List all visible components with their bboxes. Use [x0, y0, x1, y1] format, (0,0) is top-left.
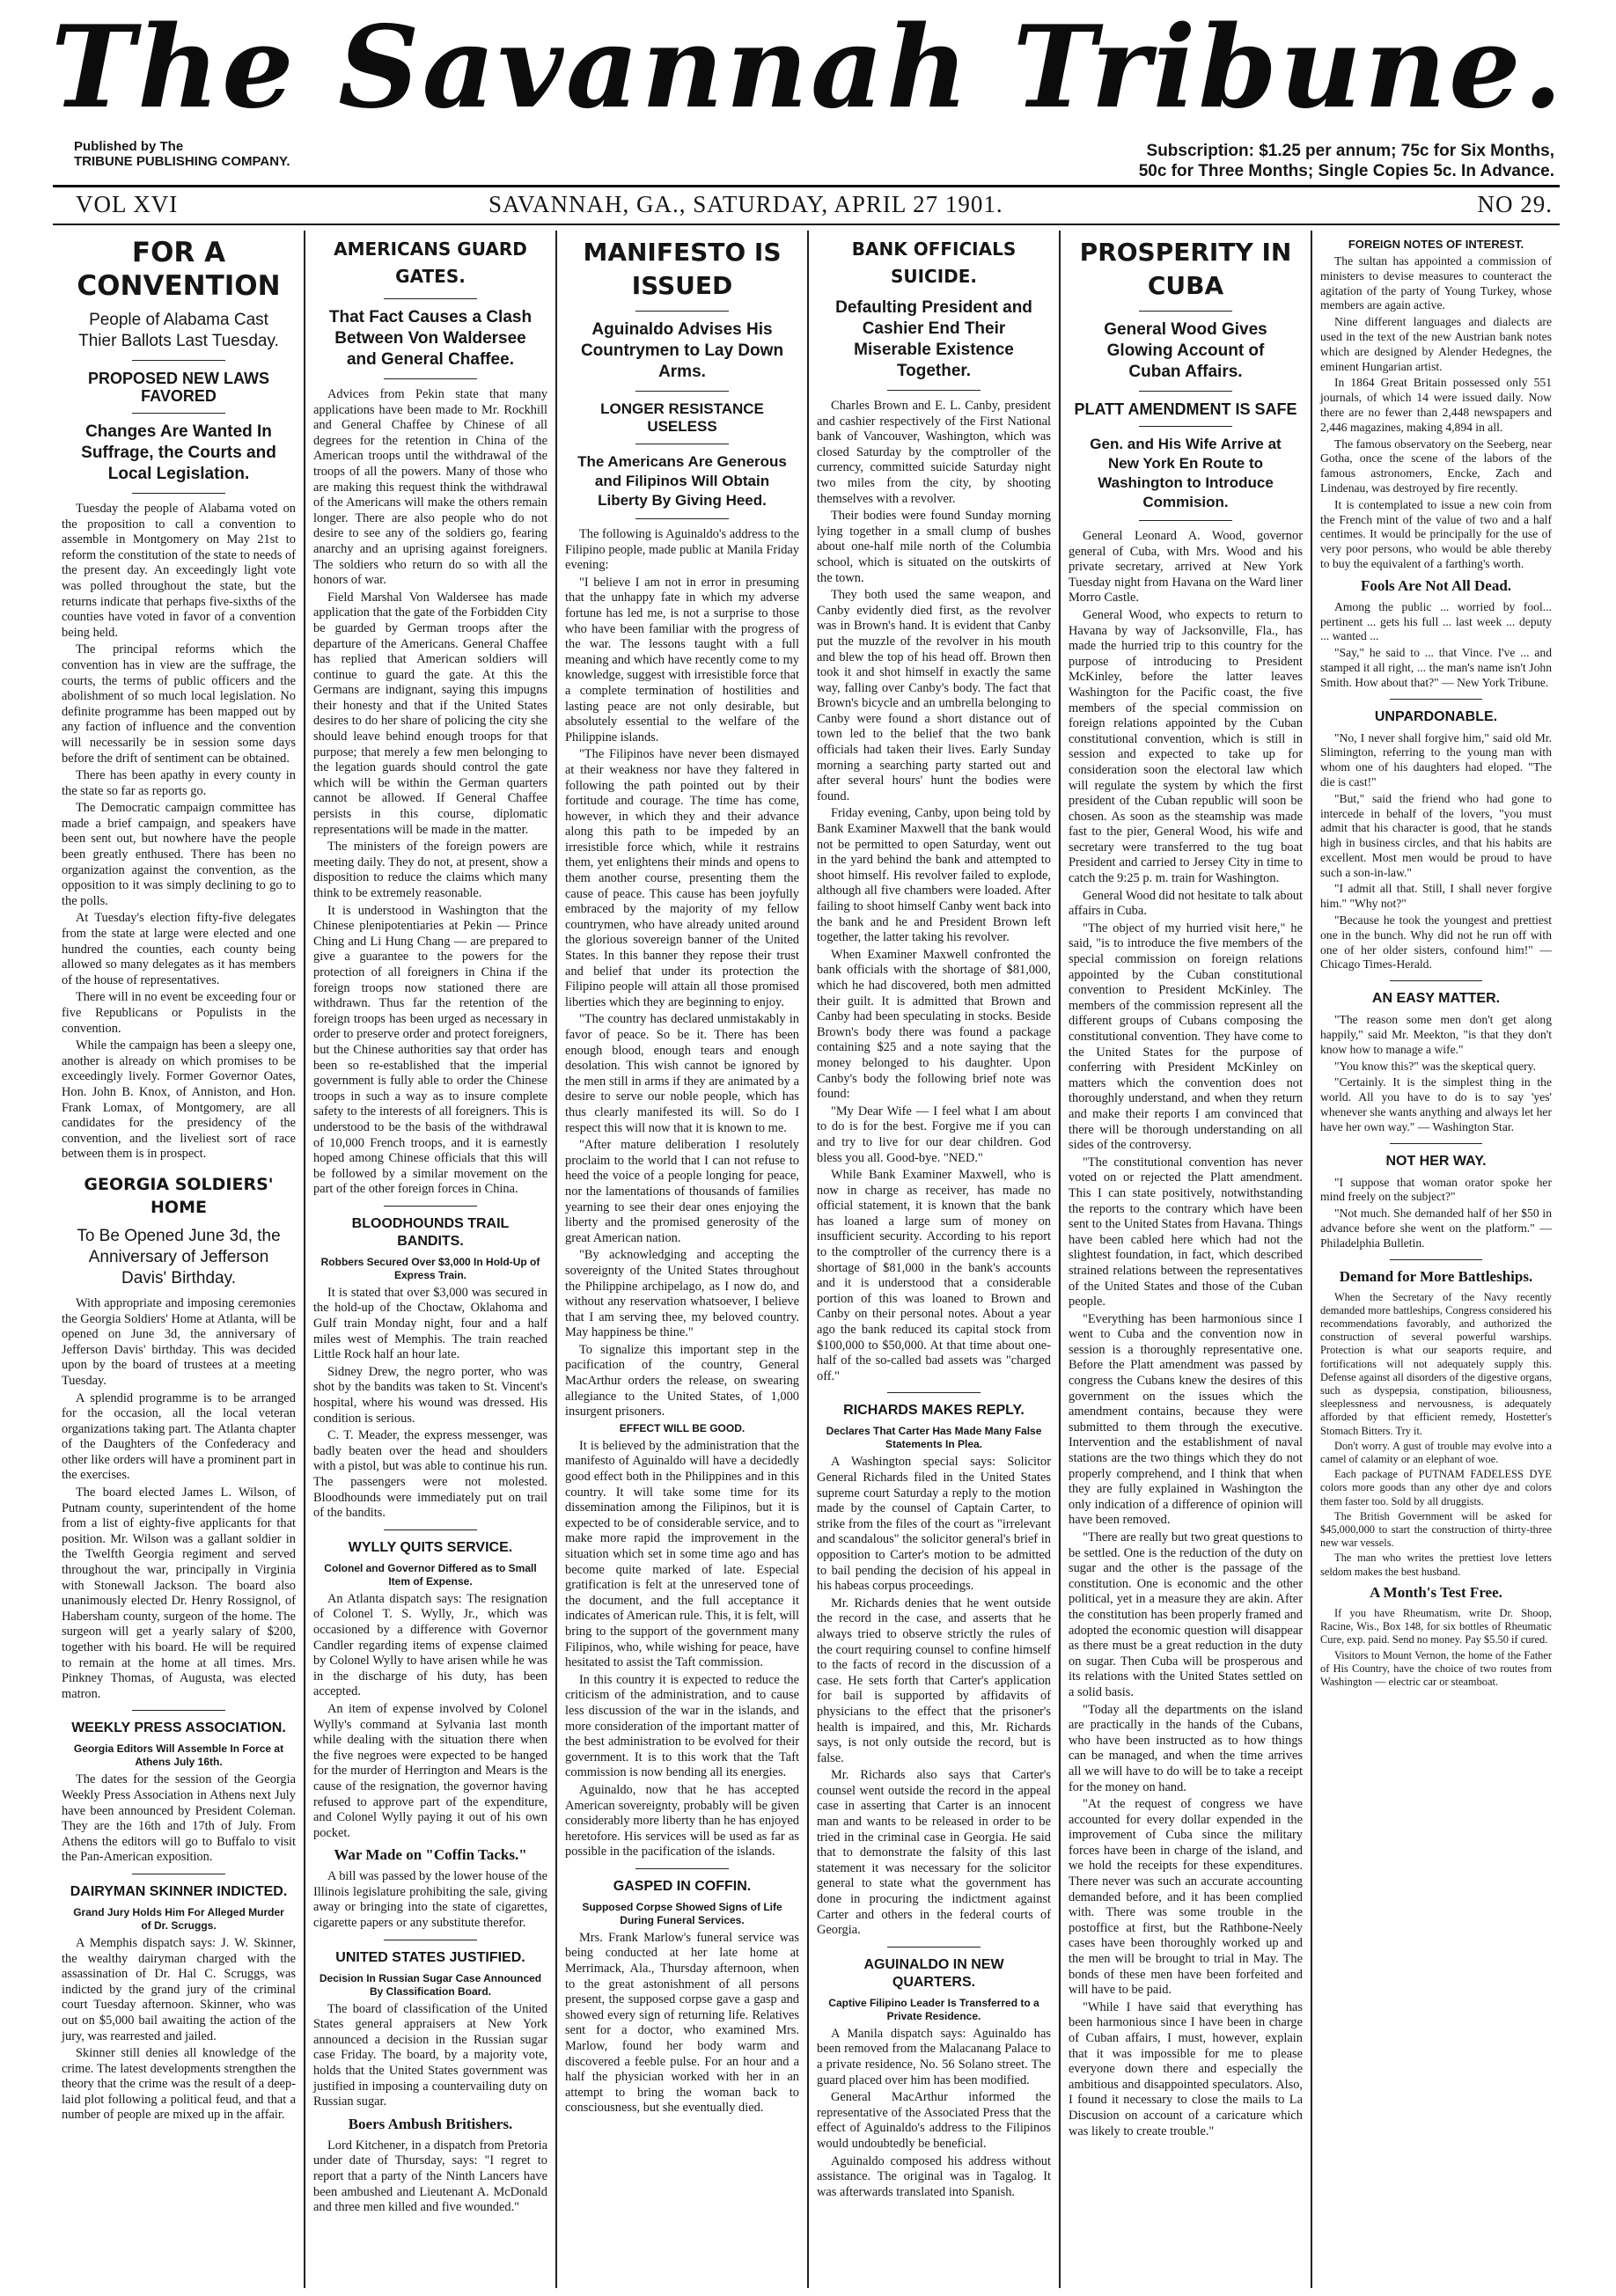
- column-6: [1311, 231, 1560, 2288]
- paragraph: The dates for the session of the Georgia Weekly Press Association in Athens next July have been announced by President Coleman. They are the 16th and 17th of July. From Athens the editors will go to Buffalo to visit the Pan-American exposition.: [62, 1772, 296, 1865]
- paragraph: The famous observatory on the Seeberg, near Gotha, once the scene of the labors of the famous astronomers, Encke, Zach and Lindenau, was destroyed by fire recently.: [1320, 436, 1552, 495]
- paragraph: Among the public ... worried by fool... pertinent ... gets his full ... last week ... deputy ... wanted ...: [1320, 599, 1552, 643]
- article-subhead: Grand Jury Holds Him For Alleged Murder of Dr. Scruggs.: [73, 1905, 284, 1932]
- separator: [1390, 1259, 1482, 1260]
- paragraph: "The country has declared unmistakably in favor of peace. So be it. There has been enough blood, enough tears and enough desolation. This wish cannot be ignored by the men still in arms if they are animated by a desire to serve our noble people, which has thus clearly manifested its will. So do I respect this will now that it is known to me.: [565, 1012, 799, 1135]
- paragraph: To signalize this important step in the pacification of the country, General MacArthur orders the release, on swearing allegiance to the United States, of 1,000 insurgent prisoners.: [565, 1342, 799, 1419]
- article-headline: UNITED STATES JUSTIFIED.: [335, 1949, 525, 1965]
- separator: [1139, 391, 1232, 392]
- deck: Gen. and His Wife Arrive at New York En Route to Washington to Introduce Commision.: [1090, 436, 1282, 510]
- article-headline: AN EASY MATTER.: [1371, 991, 1501, 1007]
- article-headline: AGUINALDO IN NEW QUARTERS.: [863, 1956, 1004, 1990]
- paragraph: A Washington special says: Solicitor General Richards filed in the United States supreme court Saturday a reply to the motion made by the counsel of Captain Carter, to strike from the files of the court as "irrelevant and scandalous" the solicitor general's brief in opposition to Carter's motion to be admitted to bail pending the decision of his appeal in his habeas corpus proceedings.: [817, 1455, 1051, 1594]
- paragraph: In this country it is expected to reduce the criticism of the administration, and to cause less discussion of the war in the islands, and more consideration of the important matter of the best administration to be evolved for their government. It is to this work that the Taft commission is now bending all its energies.: [565, 1672, 799, 1780]
- article-subhead: Captive Filipino Leader Is Transferred to a Private Residence.: [828, 1996, 1039, 2022]
- headline-bank-officials: BANK OFFICIALS SUICIDE.: [851, 238, 1017, 287]
- article-subhead: Georgia Editors Will Assemble In Force at Athens July 16th.: [73, 1742, 284, 1769]
- paragraph: Advices from Pekin state that many applications have been made to Mr. Rockhill and General Chaffee by Chinese of all degrees for the retention in China of the American troops until the withdrawal of the troops of all the powers. Many of those who are making this request think the withdrawal of the Americans will make the others remain longer. There are also people who do not desire to see any of the soldiers go, fearing anarchy and an uprising against foreigners. The soldiers who return do so with all the honors of war.: [313, 387, 547, 588]
- subheadline: PLATT AMENDMENT IS SAFE: [1074, 400, 1297, 418]
- headline-americans-guard-gates: AMERICANS GUARD GATES.: [334, 238, 527, 287]
- paragraph: An item of expense involved by Colonel Wylly's command at Sylvania last month while dealing with the situation there when the five negroes were expected to be hanged for the murder of Herrington and Mears is the cause of the resignation, the governor having refused to approve part of the expenditure, and Colonel Wylly paying it out of his own pocket.: [313, 1701, 547, 1840]
- paragraph: In 1864 Great Britain possessed only 551 journals, of which 14 were issued daily. Now there are no fewer than 2,448 newspapers and 2,446 magazines, making 4,894 in all.: [1320, 376, 1552, 434]
- column-5: [1060, 231, 1311, 2288]
- paragraph: Don't worry. A gust of trouble may evolve into a camel of calamity or an elephant of woe.: [1320, 1439, 1552, 1466]
- paragraph: General Wood did not hesitate to talk about affairs in Cuba.: [1069, 888, 1303, 919]
- paragraph: Charles Brown and E. L. Canby, president and cashier respectively of the First National bank of Vancouver, Washington, which was closed Saturday by the comptroller of the currency, committed suicide Saturday night two miles from the city, by shooting themselves with a revolver.: [817, 399, 1051, 506]
- column-3: [556, 231, 807, 2288]
- paragraph: While the campaign has been a sleepy one, another is already on which promises to be exceedingly lively. Former Governor Oates, Hon. John B. Knox, of Anniston, and Hon. Frank Lomax, of Montgomery, are all candidates for the presidency of the convention, and the liveliest sort of race between them is in prospect.: [62, 1038, 296, 1162]
- paragraph: "Today all the departments on the island are practically in the hands of the Cubans, who have been instructed as to how things can be managed, and when the time arrives all we will have to do will be to take a receipt for the money on hand.: [1069, 1702, 1303, 1794]
- article-subhead: Declares That Carter Has Made Many False Statements In Plea.: [826, 1425, 1042, 1451]
- dateline: SAVANNAH, GA., SATURDAY, APRIL 27 1901.: [488, 191, 1003, 217]
- paragraph: At Tuesday's election fifty-five delegates from the state at large were elected and one hundred the counties, each county being allowed so many delegates as it has members of the house of representatives.: [62, 911, 296, 987]
- article-headline: Fools Are Not All Dead.: [1360, 576, 1512, 594]
- separator: [1390, 1143, 1482, 1144]
- subheadline: PROPOSED NEW LAWS FAVORED: [87, 370, 269, 405]
- subscription-rates-2: 50c for Three Months; Single Copies 5c. In Advance.: [1138, 162, 1554, 180]
- article-headline: WEEKLY PRESS ASSOCIATION.: [71, 1720, 286, 1736]
- article-headline: War Made on "Coffin Tacks.": [334, 1846, 527, 1864]
- paragraph: There has been apathy in every county in the state so far as reports go.: [62, 768, 296, 798]
- paragraph: When Examiner Maxwell confronted the bank officials with the shortage of $81,000, which he had discovered, both men admitted their guilt. It is admitted that Brown and Canby had been speculating in stocks. Beside Brown's body there was found a package containing $25 and a note saying that the money belonged to his daughter. Upon Canby's body the following brief note was found:: [817, 947, 1051, 1102]
- paragraph: The British Government will be asked for $45,000,000 to start the construction of thirty-three new war vessels.: [1320, 1509, 1552, 1550]
- paragraph: It is stated that over $3,000 was secured in the hold-up of the Choctaw, Oklahoma and Gulf train Monday night, four and a half miles west of Memphis. The train reached Little Rock half an hour late.: [313, 1285, 547, 1362]
- paragraph: "Not much. She demanded half of her $50 in advance before she went on the platform." — Philadelphia Bulletin.: [1320, 1207, 1552, 1250]
- separator: [132, 1710, 225, 1711]
- paragraph: "I suppose that woman orator spoke her mind freely on the subject?": [1320, 1175, 1552, 1204]
- paragraph: "After mature deliberation I resolutely proclaim to the world that I can not refuse to heed the voice of a people longing for peace, nor the lamentations of thousands of families yearning to see their dear ones enjoying the liberty and the promised generosity of the great American nation.: [565, 1138, 799, 1245]
- paragraph: An Atlanta dispatch says: The resignation of Colonel T. S. Wylly, Jr., which was occasioned by a difference with Governor Candler regarding items of expense claimed by Colonel Wylly to have arisen while he was in the discharge of his duty, has been accepted.: [313, 1591, 547, 1699]
- paragraph: With appropriate and imposing ceremonies the Georgia Soldiers' Home at Atlanta, will be opened on June 3d, the anniversary of Jefferson Davis' birthday. This was decided upon by the board of trustees at a meeting Tuesday.: [62, 1295, 296, 1388]
- paragraph: "Everything has been harmonious since I went to Cuba and the convention now in session is a thoroughly representative one. Before the Platt amendment was passed by congress the Cubans knew the desires of this government on the issues which the amendment contains, because they were submitted to them through the executive. Intervention and the establishment of naval stations are the two things which they do not properly comprehend, and I think that when they are fully explained in Washington the only indication of a difference of opinion will have been removed.: [1069, 1311, 1303, 1528]
- paragraph: The ministers of the foreign powers are meeting daily. They do not, at present, show a disposition to reduce the claims which many think to be extremely reasonable.: [313, 840, 547, 900]
- separator: [132, 493, 225, 494]
- paragraph: "But," said the friend who had gone to intercede in behalf of the lovers, "you must admit that his character is good, that he stands high in business circles, and that his habits are excellent. Most men would be proud to have such a son-in-law.": [1320, 791, 1552, 879]
- deck: To Be Opened June 3d, the Anniversary of Jefferson Davis' Birthday.: [77, 1226, 281, 1287]
- column-2: [305, 231, 555, 2288]
- paragraph: The principal reforms which the convention has in view are the suffrage, the courts, the terms of public officers and the abolishment of so much local legislation. No definite programme has been mapped out by any faction of influence and the convention will necessarily be in session some days before the drift of sentiment can be obtained.: [62, 642, 296, 766]
- article-headline: RICHARDS MAKES REPLY.: [843, 1403, 1025, 1419]
- paragraph: "The Filipinos have never been dismayed at their weakness nor have they faltered in following the path pointed out by their fortitude and courage. The time has come, however, in which they and their advance along this path to be impeded by an irresistible force which, while it restrains them, yet enlightens their minds and opens to them another course, presenting them the cause of peace. This cause has been joyfully embraced by the majority of my fellow countrymen, who have already united around the glorious sovereign banner of the United States. In this banner they repose their trust and belief that under its protection the Filipino people will attain all those promised liberties which they are beginning to enjoy.: [565, 747, 799, 1009]
- separator: [384, 298, 477, 299]
- headline-prosperity-in-cuba: PROSPERITY IN CUBA: [1079, 238, 1292, 300]
- headline-manifesto: MANIFESTO IS ISSUED: [583, 238, 782, 300]
- paragraph: The Democratic campaign committee has made a brief campaign, and speakers have been sent out, but nowhere have the people been greatly enthused. There has been no organization against the convention, as the opposition to it was simply declining to go to the polls.: [62, 801, 296, 908]
- paragraph: Each package of PUTNAM FADELESS DYE colors more goods than any other dye and colors them faster too. Sold by all druggists.: [1320, 1468, 1552, 1507]
- headline-convention: FOR A CONVENTION: [77, 237, 281, 302]
- paragraph: "You know this?" was the skeptical query.: [1334, 1059, 1536, 1073]
- paragraph: When the Secretary of the Navy recently demanded more battleships, Congress considered his recommendations favorably, and authorized the construction of several powerful warships. Protection is what our seaports require, and fortifications will not adequately supply this. Defense against all disorders of the digestive organs, such as dyspepsia, constipation, biliousness, sleeplessness and nervousness, is adequately afforded by that efficient remedy, Hostetter's Stomach Bitters. Try it.: [1320, 1290, 1552, 1437]
- masthead: [0, 0, 1616, 227]
- paragraph: "The object of my hurried visit here," he said, "is to introduce the five members of the special commission on foreign relations appointed by the Cuban constitutional convention to President McKinley. The members of the commission represent all the different groups of Cubans composing the constitutional convention. They have come to the United States for the purpose of conferring with President McKinley on matters which the convention does not thoroughly understand, and when they return and make their reports I am convinced that there will be thorough understanding on all sides of the controversy.: [1069, 921, 1303, 1153]
- paragraph: C. T. Meader, the express messenger, was badly beaten over the head and shoulders with a pistol, but was able to continue his run. The passengers were not molested. Bloodhounds were immediately put on trail of the bandits.: [313, 1428, 547, 1521]
- article-subhead: Robbers Secured Over $3,000 In Hold-Up of Express Train.: [320, 1255, 540, 1281]
- subscription-rates: Subscription: $1.25 per annum; 75c for Six Months,: [1146, 142, 1554, 160]
- paragraph: "Say," he said to ... that Vince. I've ... and stamped it all right, ... the man's name isn't John Smith. How about that?" — New York Tribune.: [1320, 646, 1552, 689]
- deck: General Wood Gives Glowing Account of Cuban Affairs.: [1104, 320, 1267, 381]
- paragraph: Aguinaldo, now that he has accepted American sovereignty, probably will be given considerably more liberty than he has enjoyed heretofore. His services will be used as far as possible in the pacification of the islands.: [565, 1782, 799, 1860]
- article-headline: BLOODHOUNDS TRAIL BANDITS.: [351, 1215, 510, 1249]
- deck: Changes Are Wanted In Suffrage, the Courts and Local Legislation.: [81, 422, 276, 483]
- separator: [1390, 980, 1482, 981]
- article-headline: WYLLY QUITS SERVICE.: [348, 1539, 513, 1555]
- paragraph: General MacArthur informed the representative of the Associated Press that the effect of Aguinaldo's address to the Filipinos would undoubtedly be beneficial.: [817, 2090, 1051, 2151]
- separator: [635, 518, 729, 519]
- paragraph: If you have Rheumatism, write Dr. Shoop, Racine, Wis., Box 148, for six bottles of Rheumatic Cure, exp. paid. Send no money. Pay $5.50 if cured.: [1320, 1606, 1552, 1647]
- paragraph: "The reason some men don't get along happily," said Mr. Meekton, "is that they don't know how to manage a wife.": [1320, 1013, 1552, 1056]
- columns: [53, 231, 1560, 2288]
- paragraph: The board of classification of the United States general appraisers at New York announced a decision in the Russian sugar case Friday. The board, by a majority vote, holds that the United States government was justified in imposing a countervailing duty on Russian sugar.: [313, 2001, 547, 2109]
- article-headline: Boers Ambush Britishers.: [348, 2115, 513, 2132]
- separator: [635, 311, 729, 312]
- paragraph: "Certainly. It is the simplest thing in the world. All you have to do is to say 'yes' whenever she wants anything and always let her have her own way." — Washington Star.: [1320, 1075, 1552, 1133]
- paragraph: It is contemplated to issue a new coin from the French mint of the value of two and a half centimes. It would be principally for the use of very poor persons, who would be able thereby to buy the equivalent of a farthing's worth.: [1320, 497, 1552, 570]
- paragraph: "By acknowledging and accepting the sovereignty of the United States throughout the Philippine archipelago, as I now do, and without any reservation whatsoever, I believe that I am serving thee, my beloved country. May happiness be thine.": [565, 1248, 799, 1340]
- published-by: Published by The: [74, 139, 184, 154]
- paragraph: Sidney Drew, the negro porter, who was shot by the bandits was taken to St. Vincent's hospital, where his wound was dressed. His condition is serious.: [313, 1364, 547, 1426]
- separator: [132, 413, 225, 414]
- paragraph: The board elected James L. Wilson, of Putnam county, superintendent of the home from a list of eighty-five applicants for that position. Mr. Wilson was a gallant soldier in the Twelfth Georgia regiment and served throughout the war, principally in Virginia with Stonewall Jackson. The board also unanimously elected Dr. Henry Rossignol, of Habersham county, surgeon of the home. The surgeon will get a yearly salary of $200, together with his board. He will be required to remain at the home at all times. Mrs. Pinkney Thomas, of Augusta, was elected matron.: [62, 1485, 296, 1701]
- article-subhead: Supposed Corpse Showed Signs of Life During Funeral Services.: [582, 1900, 782, 1926]
- paragraph: "Because he took the youngest and prettiest one in the bunch. Why did not he run off with one of her older sisters, confound him!" — Chicago Times-Herald.: [1320, 913, 1552, 972]
- deck: Defaulting President and Cashier End Their Miserable Existence Together.: [835, 298, 1032, 380]
- separator: [132, 360, 225, 361]
- paragraph: They both used the same weapon, and Canby evidently died first, as the revolver was in Brown's hand. It is evident that Canby put the muzzle of the revolver in his mouth and blew the top of his head off. Brown then took it and shot himself in exactly the same way, falling over Canby's body. The fact that Brown's bicycle and an umbrella belonging to Canby were found a short distance out of town led to the belief that the two bank officials had taken their lives. Early Sunday morning a searching party started out and after several hours' hunt the bodies were found.: [817, 588, 1051, 803]
- paragraph: A splendid programme is to be arranged for the occasion, all the local veteran organizations taking part. The Atlanta chapter of the Daughters of the Confederacy and other like orders will have a prominent part in the exercises.: [62, 1390, 296, 1483]
- column-4: [808, 231, 1059, 2288]
- paragraph: Aguinaldo composed his address without assistance. The original was in Tagalog. It was afterwards translated into Spanish.: [817, 2153, 1051, 2199]
- paragraph: Lord Kitchener, in a dispatch from Pretoria under date of Thursday, says: "I regret to report that a party of the Ninth Lancers have been ambushed and Lieutenant A. McDonald and three men killed and five wounded.": [313, 2138, 547, 2215]
- paragraph: It is believed by the administration that the manifesto of Aguinaldo will have a decidedly good effect both in the Philippines and in this country. It will take some time for its dissemination among the Filipinos, but it is expected to be of considerable service, and to make more rapid the improvement in the situation which set in some time ago and has become quite marked of late. Especial gratification is felt at the unreserved tone of the document, and the full acceptance it indicates of American rule. This, it is felt, will bring to the support of the government many Filipinos, who, while wishing for peace, have hesitated to assist the Taft commission.: [565, 1438, 799, 1670]
- deck: People of Alabama Cast Thier Ballots Last Tuesday.: [78, 311, 279, 350]
- paragraph: Nine different languages and dialects are used in the text of the new Austrian bank notes which are designed by Alender Hedegnes, the eminent Hungarian artist.: [1320, 315, 1552, 373]
- deck: The Americans Are Generous and Filipinos Will Obtain Liberty By Giving Heed.: [577, 453, 787, 509]
- separator: [384, 378, 477, 379]
- paragraph: The man who writes the prettiest love letters seldom makes the best husband.: [1320, 1551, 1552, 1578]
- paragraph: While Bank Examiner Maxwell, who is now in charge as receiver, has made no official statement, it is known that the bank has loaned a large sum of money on insufficient security. According to his report to the comptroller of the currency there is a shortage of $81,000 in the bank's accounts and it is understood that a considerable portion of this was loaned to Brown and Canby on their personal notes. About a year ago the bank reduced its capital stock from $100,000 to $50,000. At that time about one-half of the so-called bad assets was "charged off.": [817, 1168, 1051, 1383]
- article-headline: NOT HER WAY.: [1385, 1153, 1487, 1169]
- paragraph: "While I have said that everything has been harmonious since I have been in charge of Cuban affairs, I must, however, explain that it was impossible for me to please everyone down there and especially the ambitious and disappointed speculators. Also, I found it necessary to close the mails to La Discusion on account of a caricature which was likely to create trouble.": [1069, 1999, 1303, 2138]
- paragraph: Field Marshal Von Waldersee has made application that the gate of the Forbidden City be guarded by German troops after the departure of the Americans. General Chaffee has replied that American soldiers will continue to guard the gate. At this the Germans are indignant, saying this impugns their honesty and that if the United States desires to do her share of policing the city she should leave behind enough troops for that purpose; that merely a few men belonging to the legation guards should control the gate which will be within the German quarters cannot be allowed. If General Chaffee persists in this course, diplomatic representations will be made in the matter.: [313, 590, 547, 837]
- paragraph: Friday evening, Canby, upon being told by Bank Examiner Maxwell that the bank would not be permitted to open Saturday, went out in the yard behind the bank and attempted to shoot himself. His revolver failed to explode, although all five chambers were loaded. After failing to shoot himself Canby went back into the bank and he and President Brown left together, the latter taking his revolver.: [817, 806, 1051, 945]
- deck: Aguinaldo Advises His Countrymen to Lay Down Arms.: [580, 320, 784, 381]
- article-headline: FOREIGN NOTES OF INTEREST.: [1348, 238, 1524, 251]
- subscription-info: [1139, 141, 1554, 181]
- paragraph: "There are really but two great questions to be settled. One is the reduction of the duty on sugar and the other is the passage of the constitution. One is economic and the other political, yet in a measure they are akin. After the constitution has been properly framed and adopted the economic question will disappear as there must be a great reduction in the duty on sugar. Then Cuba will be prosperous and its relations with the United States settled on a solid basis.: [1069, 1530, 1303, 1699]
- paragraph: Tuesday the people of Alabama voted on the proposition to call a convention to assemble in Montgomery on May 21st to reform the constitution of the state to needs of the present day. An exceedingly light vote was polled throughout the state, but the returns indicate that perhaps five-sixths of the counties have voted in favor of a convention being held.: [62, 502, 296, 640]
- article-headline: UNPARDONABLE.: [1374, 708, 1498, 724]
- paragraph: Mr. Richards denies that he went outside the record in the case, and asserts that he always tried to observe strictly the rules of the court requiring counsel to confine himself to the facts of record in the discussion of a case. He sets forth that Carter's application for bail is supported by affidavits of physicians to the effect that the prisoner's health is impaired, and this, Mr. Richards says, is not only outside the record, but is false.: [817, 1595, 1051, 1765]
- publisher-name: TRIBUNE PUBLISHING COMPANY.: [74, 154, 290, 169]
- separator: [1390, 699, 1482, 700]
- separator: [887, 1947, 981, 1948]
- paragraph: It is understood in Washington that the Chinese plenipotentiaries at Pekin — Prince Ching and Li Hung Chang — are prepared to give a guarantee to the powers for the protection of all foreigners in China if the foreign troops now stationed there are withdrawn. Thus far the retention of the foreign troops has been urged as necessary in order to preserve order and protect foreigners, but the Chinese authorities say that order has been so re-established that the imperial government is fully able to order the Chinese troops in such a way as to insure complete safety to the interests of all foreigners. This is understood to be the basis of the withdrawal of 10,000 French troops, and it is earnestly hoped among Chinese officials that this will be followed by a similar movement on the part of the other foreign forces in China.: [313, 903, 547, 1197]
- paragraph: Mr. Richards also says that Carter's counsel went outside the record in the appeal case in asserting that Carter is an innocent man and wants to be released in order to be tried in the criminal case in Georgia. He said that to demonstrate the falsity of this last statement it was necessary for the solicitor general to state what the government has done in procuring the indictment against Carter and others in the federal courts of Georgia.: [817, 1768, 1051, 1938]
- separator: [1139, 311, 1232, 312]
- article-headline: GASPED IN COFFIN.: [613, 1878, 752, 1894]
- paragraph: "My Dear Wife — I feel what I am about to do is for the best. Forgive me if you can and try to live for our dear children. God bless you all. Good-bye. "NED.": [817, 1104, 1051, 1165]
- masthead-rule-bottom: [53, 224, 1560, 225]
- separator: [635, 391, 729, 392]
- volume-label: VOL XVI: [76, 191, 179, 217]
- separator: [384, 1206, 477, 1207]
- masthead-rule-top: [53, 185, 1560, 187]
- paragraph: The sultan has appointed a commission of ministers to devise measures to counteract the agitation of the party of Young Turkey, whose members are again active.: [1320, 254, 1552, 312]
- article-subhead: EFFECT WILL BE GOOD.: [619, 1421, 746, 1434]
- issue-number: NO 29.: [1477, 191, 1553, 217]
- separator: [887, 1392, 981, 1393]
- paragraph: Their bodies were found Sunday morning lying together in a small clump of bushes about one-half mile north of the Columbia school, which is situated on the outskirts of the town.: [817, 509, 1051, 585]
- separator: [1139, 520, 1232, 521]
- paragraph: General Leonard A. Wood, governor general of Cuba, with Mrs. Wood and his private secretary, arrived at New York Tuesday night from Havana on the Ward liner Morro Castle.: [1069, 529, 1303, 605]
- deck: That Fact Causes a Clash Between Von Waldersee and General Chaffee.: [328, 308, 533, 369]
- separator: [887, 390, 981, 391]
- paragraph: "I believe I am not in error in presuming that the unhappy fate in which my adverse fortune has led me, is not a surprise to those who have been familiar with the progress of the war. The lessons taught with a full meaning and which have recently come to my knowledge, suggest with irresistible force that a complete termination of hostilities and lasting peace are not only desirable, but absolutely essential to the welfare of the Philippine islands.: [565, 575, 799, 745]
- paragraph: General Wood, who expects to return to Havana by way of Jacksonville, Fla., has made the hurried trip to this country for the purpose of introducing to President McKinley, before the latter leaves Washington for the Pacific coast, the five members of the special commission on foreign relations appointed by the Cuban constitutional convention, which is still in session and expected to take up for consideration soon the electoral law which will regulate the system by which the first president of the Cuban republic will soon be chosen. As soon as the steamship was made fast to the pier, General Wood, his wife and secretary were transferred to the tug boat President and carried to Jersey City in time to catch the 9:25 p. m. train for Washington.: [1069, 607, 1303, 886]
- separator: [1139, 426, 1232, 427]
- article-headline: GEORGIA SOLDIERS' HOME: [84, 1174, 274, 1217]
- paragraph: "No, I never shall forgive him," said old Mr. Slimington, referring to the young man with whom one of his daughters had eloped. "The die is cast!": [1320, 730, 1552, 789]
- newspaper-title: The Savannah Tribune.: [50, 2, 1566, 134]
- article-subhead: Decision In Russian Sugar Case Announced By Classification Board.: [319, 1971, 542, 1998]
- paragraph: A Manila dispatch says: Aguinaldo has been removed from the Malacanang Palace to a private residence, No. 56 Solano street. The guard placed over him has been modified.: [817, 2026, 1051, 2087]
- paragraph: There will in no event be exceeding four or five Republicans or Populists in the convention.: [62, 990, 296, 1036]
- separator: [384, 1529, 477, 1530]
- article-headline: A Month's Test Free.: [1370, 1583, 1502, 1601]
- article-headline: Demand for More Battleships.: [1339, 1267, 1533, 1285]
- paragraph: The following is Aguinaldo's address to the Filipino people, made public at Manila Friday evening:: [565, 527, 799, 573]
- paragraph: Visitors to Mount Vernon, the home of the Father of His Country, have the choice of two routes from Washington — electric car or steamboat.: [1320, 1648, 1552, 1688]
- paragraph: "At the request of congress we have accounted for every dollar expended in the improvement of Cuba since the military forces have been in charge of the island, and we hold the receipts for these expenditures. There never was such an accurate accounting demanded before, and it has been complied with. There was some trouble in the postoffice at first, but the Rathbone-Neely cases have been thoroughly worked up and the men will be brought to trial in May. The bonds of these men have been forfeited and will have to be paid.: [1069, 1797, 1303, 1998]
- paragraph: A Memphis dispatch says: J. W. Skinner, the wealthy dairyman charged with the assassination of Dr. Hal C. Scruggs, was indicted by the grand jury of the criminal court Tuesday afternoon. Skinner, who was out on $5,000 bail awaiting the action of the jury, was rearrested and jailed.: [62, 1935, 296, 2043]
- paragraph: Mrs. Frank Marlow's funeral service was being conducted at her late home at Merrimack, Ala., Thursday afternoon, when to the great astonishment of all persons present, the supposed corpse gave a gasp and showed every sign of returning life. Relatives sent for a doctor, who examined Mrs. Marlow, found her body warm and discovered a feeble pulse. For an hour and a half the physician worked with her in an attempt to bring the woman back to consciousness, but she eventually died.: [565, 1930, 799, 2116]
- paragraph: Skinner still denies all knowledge of the crime. The latest developments strengthen the theory that the crime was the result of a deep-laid plot following a political feud, and that a number of people are mixed up in the affair.: [62, 2046, 296, 2123]
- column-1: [53, 231, 304, 2288]
- subheadline: LONGER RESISTANCE USELESS: [600, 400, 764, 435]
- article-subhead: Colonel and Governor Differed as to Small Item of Expense.: [324, 1561, 537, 1588]
- article-headline: DAIRYMAN SKINNER INDICTED.: [70, 1883, 288, 1899]
- publisher-info: [74, 139, 290, 169]
- paragraph: "The constitutional convention has never voted on or rejected the Platt amendment. This I can state positively, notwithstanding the reports to the contrary which have been sent to the United States from Havana. Things have been cabled here which had not the slightest foundation, in fact, which described strained relations between the representatives of the United States and those of the Cuban people.: [1069, 1155, 1303, 1309]
- paragraph: "I admit all that. Still, I shall never forgive him." "Why not?": [1320, 882, 1552, 911]
- separator: [635, 1868, 729, 1869]
- paragraph: A bill was passed by the lower house of the Illinois legislature prohibiting the sale, giving away or bringing into the state of cigarettes, cigarette papers or any substitute therefor.: [313, 1869, 547, 1931]
